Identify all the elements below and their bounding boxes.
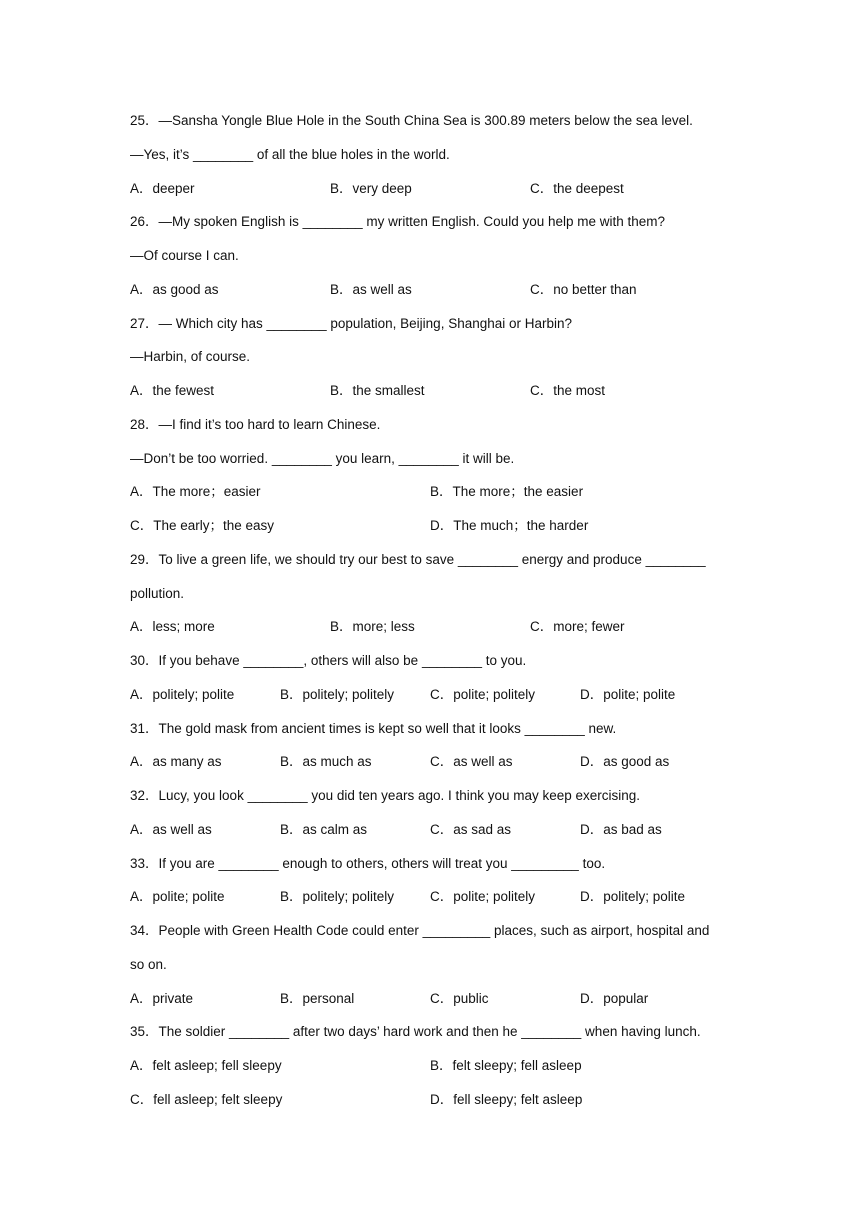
- answer-option: B．more; less: [330, 619, 415, 635]
- answer-option: A．The more；easier: [130, 484, 261, 500]
- answer-option: B．politely; politely: [280, 889, 395, 905]
- question-line: so on.: [130, 956, 167, 972]
- answer-option: C．polite; politely: [430, 889, 536, 905]
- question-line: —Of course I can.: [130, 248, 239, 263]
- question-stem: 25．—Sansha Yongle Blue Hole in the South China Sea is 300.89 meters below the sea level.: [130, 113, 693, 128]
- answer-option: D．as bad as: [580, 821, 662, 837]
- answer-option: B．The more；the easier: [430, 484, 584, 500]
- answer-option: C．the most: [530, 383, 606, 398]
- answer-option: D．as good as: [580, 754, 670, 770]
- question-line: —Yes, it’s ________ of all the blue holes in the world.: [130, 146, 450, 162]
- answer-option: A．as many as: [130, 754, 222, 770]
- answer-option: D．fell sleepy; felt asleep: [430, 1091, 583, 1107]
- answer-option: A．private: [130, 990, 194, 1006]
- answer-option: D．popular: [580, 990, 649, 1006]
- answer-option: A．felt asleep; fell sleepy: [130, 1058, 282, 1073]
- answer-option: B．as much as: [280, 754, 372, 770]
- answer-option: B．as calm as: [280, 821, 368, 837]
- answer-option: C．no better than: [530, 281, 637, 297]
- answer-option: A．as good as: [130, 281, 219, 297]
- answer-option: A．as well as: [130, 821, 212, 837]
- answer-option: B．personal: [280, 990, 355, 1006]
- answer-option: B．very deep: [330, 180, 412, 196]
- question-stem: 27．— Which city has ________ population, Beijing, Shanghai or Harbin?: [130, 315, 573, 331]
- question-stem: 30．If you behave ________, others will also be ________ to you.: [130, 653, 527, 668]
- answer-option: C．public: [430, 990, 489, 1006]
- answer-option: D．polite; polite: [580, 686, 676, 702]
- answer-option: A．polite; polite: [130, 889, 225, 905]
- answer-option: C．more; fewer: [530, 619, 625, 635]
- question-line: pollution.: [130, 585, 185, 601]
- answer-option: D．The much；the harder: [430, 518, 589, 533]
- answer-option: A．less; more: [130, 619, 215, 635]
- question-stem: 26．—My spoken English is ________ my written English. Could you help me with them?: [130, 214, 666, 230]
- question-stem: 29．To live a green life, we should try our best to save ________ energy and produce ________: [130, 551, 706, 567]
- answer-option: A．the fewest: [130, 383, 215, 398]
- question-stem: 31．The gold mask from ancient times is kept so well that it looks ________ new.: [130, 720, 617, 736]
- answer-option: C．the deepest: [530, 180, 624, 196]
- question-line: —Don’t be too worried. ________ you learn, ________ it will be.: [130, 450, 515, 466]
- answer-option: B．politely; politely: [280, 686, 395, 702]
- answer-option: C．as well as: [430, 754, 513, 770]
- question-stem: 32．Lucy, you look ________ you did ten years ago. I think you may keep exercising.: [130, 788, 641, 803]
- question-stem: 28．—I find it’s too hard to learn Chinese.: [130, 416, 381, 432]
- answer-option: A．politely; polite: [130, 686, 235, 702]
- question-stem: 35．The soldier ________ after two days’ hard work and then he ________ when having lunch.: [130, 1024, 701, 1040]
- answer-option: A．deeper: [130, 180, 195, 196]
- question-line: —Harbin, of course.: [130, 349, 251, 365]
- answer-option: C．polite; politely: [430, 686, 536, 702]
- question-stem: 33．If you are ________ enough to others, others will treat you _________ too.: [130, 855, 606, 871]
- answer-option: D．politely; polite: [580, 889, 686, 905]
- answer-option: C．The early；the easy: [130, 518, 275, 533]
- answer-option: C．as sad as: [430, 821, 512, 837]
- answer-option: C．fell asleep; felt sleepy: [130, 1091, 283, 1107]
- answer-option: B．the smallest: [330, 383, 425, 398]
- answer-option: B．as well as: [330, 281, 412, 297]
- question-stem: 34．People with Green Health Code could enter _________ places, such as airport, hospital and: [130, 923, 710, 938]
- answer-option: B．felt sleepy; fell asleep: [430, 1058, 582, 1073]
